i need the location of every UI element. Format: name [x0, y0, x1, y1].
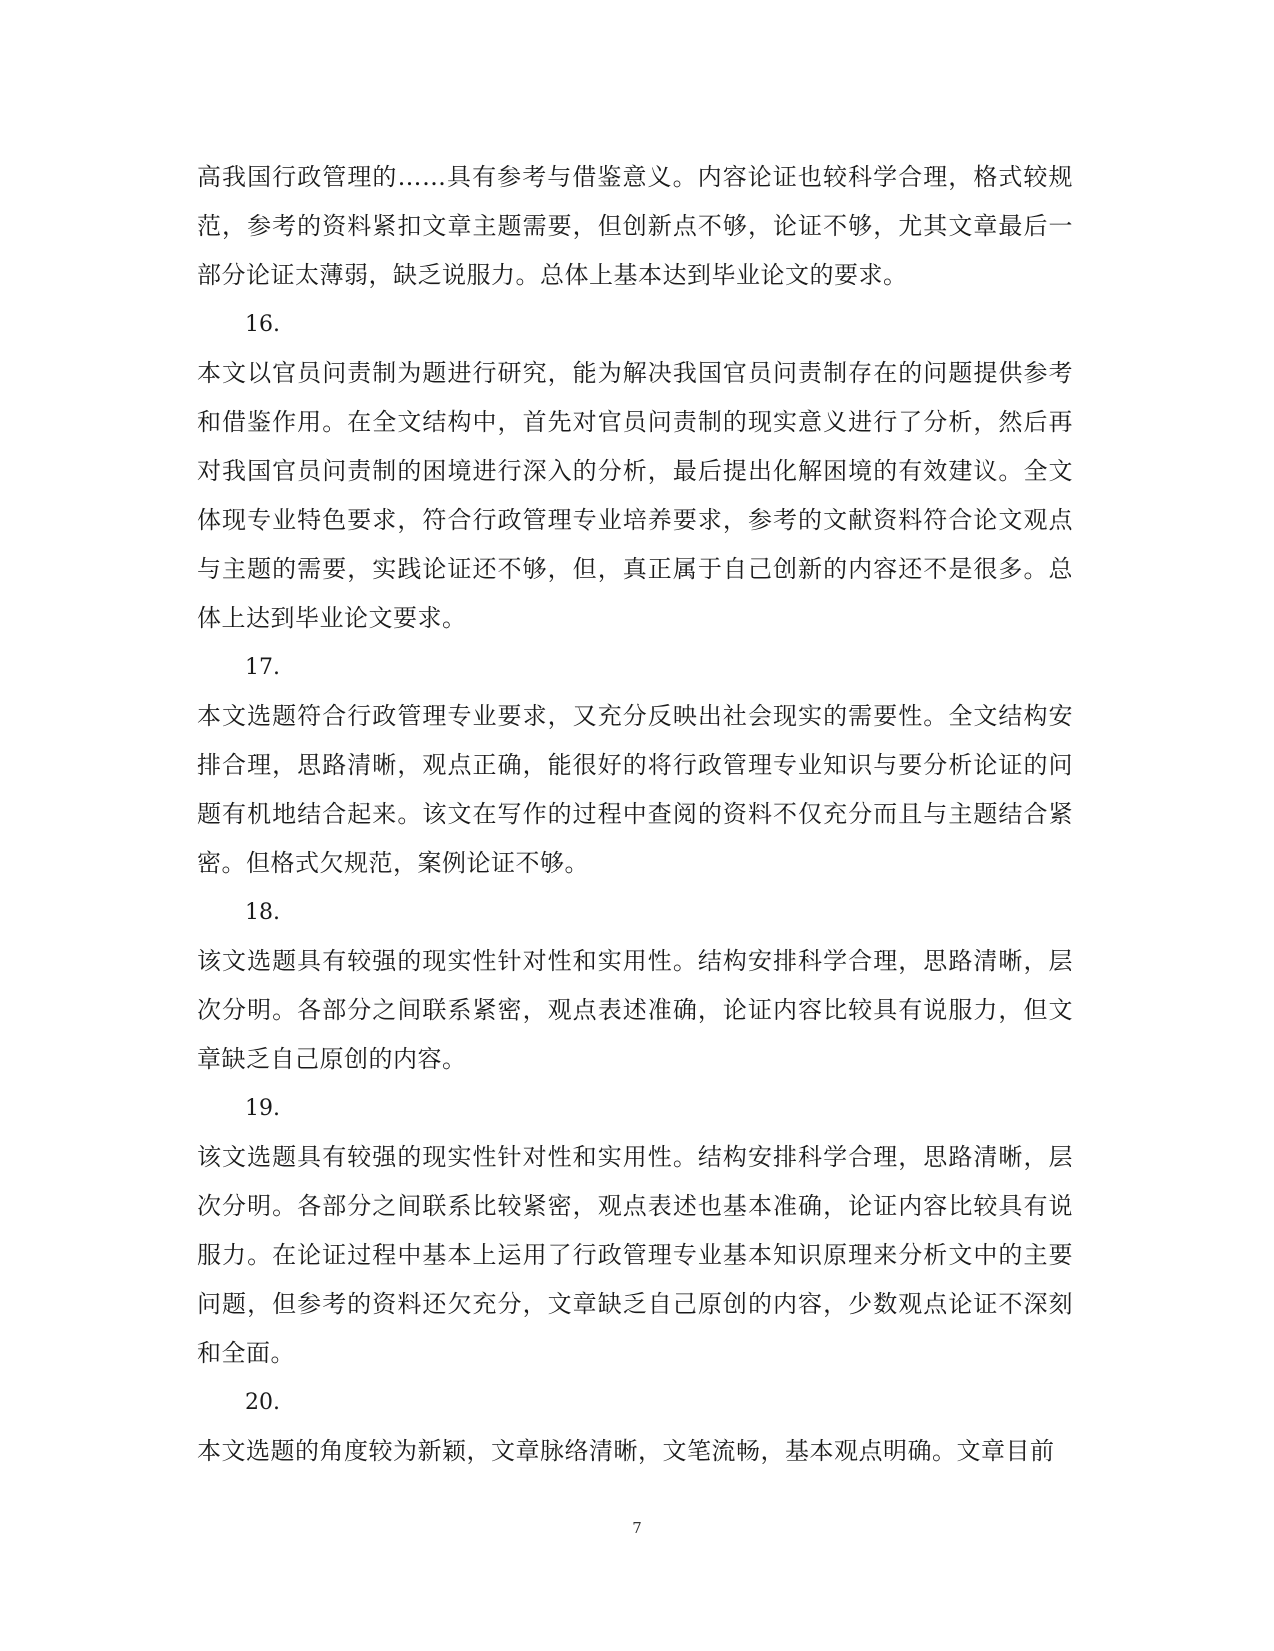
- item-number-17: 17.: [245, 655, 280, 680]
- paragraph-16: 本文以官员问责制为题进行研究，能为解决我国官员问责制存在的问题提供参考和借鉴作用。在全文结构中，首先对官员问责制的现实意义进行了分析，然后再对我国官员问责制的困境进行深入的分析，最后提出化解困境的有效建议。全文体现专业特色要求，符合行政管理专业培养要求，参考的文献资料符合论文观点与主题的需要，实践论证还不够，但，真正属于自己创新的内容还不是很多。总体上达到毕业论文要求。: [197, 359, 1073, 632]
- paragraph-17: 本文选题符合行政管理专业要求，又充分反映出社会现实的需要性。全文结构安排合理，思路清晰，观点正确，能很好的将行政管理专业知识与要分析论证的问题有机地结合起来。该文在写作的过程中查阅的资料不仅充分而且与主题结合紧密。但格式欠规范，案例论证不够。: [197, 702, 1073, 877]
- item-number-18: 18.: [245, 900, 280, 925]
- paragraph-20: 本文选题的角度较为新颖，文章脉络清晰，文笔流畅，基本观点明确。文章目前: [197, 1437, 1055, 1465]
- paragraph-19: 该文选题具有较强的现实性针对性和实用性。结构安排科学合理，思路清晰，层次分明。各部分之间联系比较紧密，观点表述也基本准确，论证内容比较具有说服力。在论证过程中基本上运用了行政管理专业基本知识原理来分析文中的主要问题，但参考的资料还欠充分，文章缺乏自己原创的内容，少数观点论证不深刻和全面。: [197, 1143, 1073, 1367]
- paragraph-18: 该文选题具有较强的现实性针对性和实用性。结构安排科学合理，思路清晰，层次分明。各部分之间联系紧密，观点表述准确，论证内容比较具有说服力，但文章缺乏自己原创的内容。: [197, 947, 1073, 1073]
- item-number-19: 19.: [245, 1096, 280, 1121]
- item-number-16: 16.: [245, 312, 280, 337]
- item-number-20: 20.: [245, 1390, 280, 1415]
- paragraph-continued: 高我国行政管理的……具有参考与借鉴意义。内容论证也较科学合理，格式较规范，参考的资料紧扣文章主题需要，但创新点不够，论证不够，尤其文章最后一部分论证太薄弱，缺乏说服力。总体上基本达到毕业论文的要求。: [197, 163, 1073, 289]
- page-number: 7: [632, 1519, 642, 1537]
- page-content: [197, 153, 1073, 1476]
